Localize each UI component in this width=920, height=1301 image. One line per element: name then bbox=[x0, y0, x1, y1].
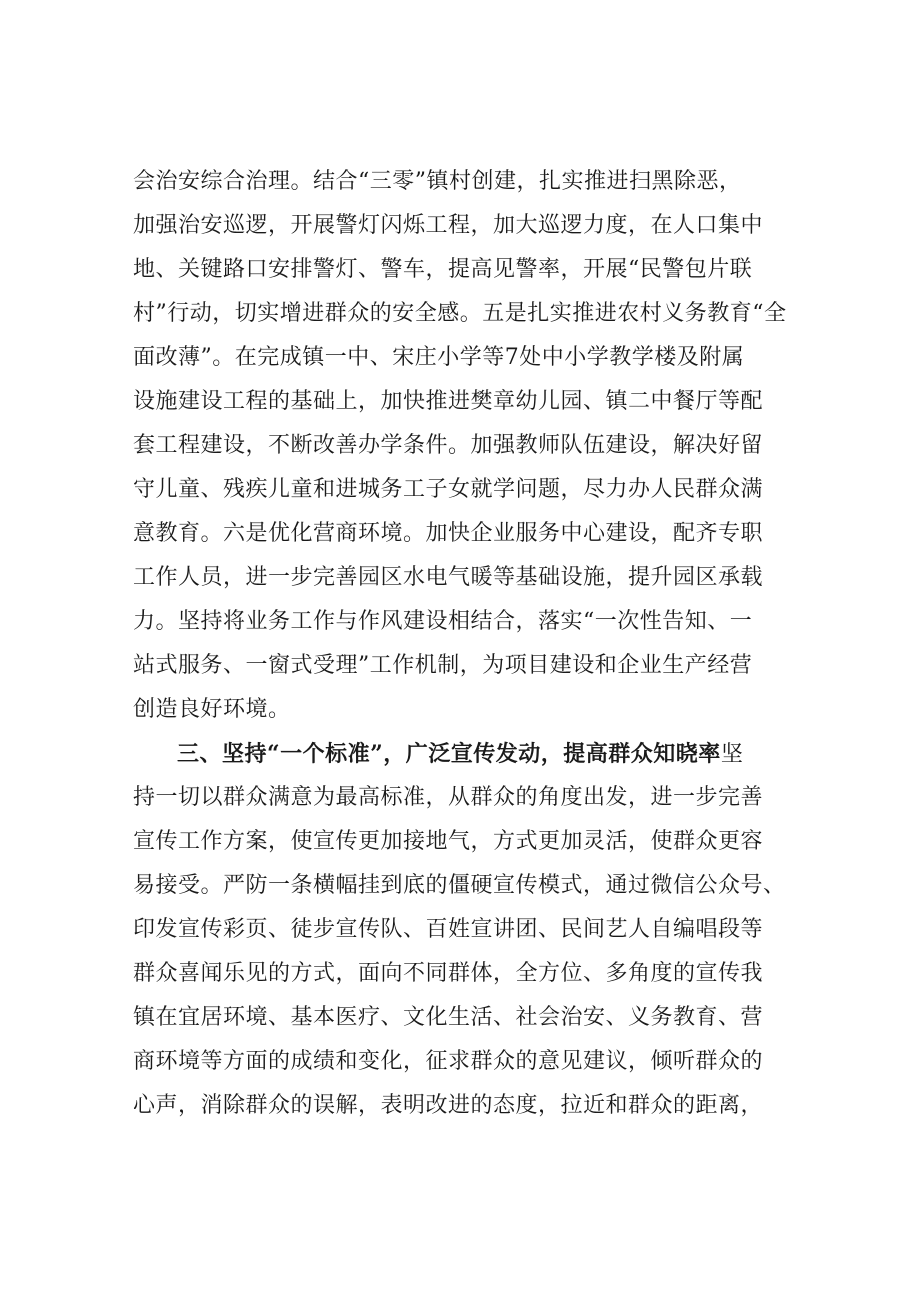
section-line: 心声，消除群众的误解，表明改进的态度，拉近和群众的距离， bbox=[133, 1093, 764, 1118]
section-heading: 三、坚持“一个标准”，广泛宣传发动，提高群众知晓率 bbox=[177, 741, 721, 767]
paragraph-line: 面改薄”。在完成镇一中、宋庄小学等7处中小学教学楼及附属 bbox=[133, 345, 745, 370]
paragraph-line: 设施建设工程的基础上，加快推进樊章幼儿园、镇二中餐厅等配 bbox=[133, 389, 764, 414]
paragraph-line: 工作人员，进一步完善园区水电气暖等基础设施，提升园区承载 bbox=[133, 565, 764, 590]
paragraph-line: 守儿童、残疾儿童和进城务工子女就学问题，尽力办人民群众满 bbox=[133, 477, 764, 502]
paragraph-line: 站式服务、一窗式受理”工作机制，为项目建设和企业生产经营 bbox=[133, 653, 753, 678]
paragraph-line: 加强治安巡逻，开展警灯闪烁工程，加大巡逻力度，在人口集中 bbox=[133, 213, 764, 238]
document-body bbox=[133, 160, 813, 1128]
paragraph-line: 地、关键路口安排警灯、警车，提高见警率，开展“民警包片联 bbox=[133, 257, 753, 282]
section-line: 持一切以群众满意为最高标准，从群众的角度出发，进一步完善 bbox=[133, 785, 764, 810]
section-heading-line bbox=[133, 732, 813, 776]
section-text-start: 坚 bbox=[720, 742, 744, 767]
section-line: 印发宣传彩页、徒步宣传队、百姓宣讲团、民间艺人自编唱段等 bbox=[133, 917, 764, 942]
paragraph-line: 会治安综合治理。结合“三零”镇村创建，扎实推进扫黑除恶， bbox=[133, 169, 742, 194]
section-line: 镇在宜居环境、基本医疗、文化生活、社会治安、义务教育、营 bbox=[133, 1005, 764, 1030]
paragraph-line: 创造良好环境。 bbox=[133, 697, 291, 722]
paragraph-line: 村”行动，切实增进群众的安全感。五是扎实推进农村义务教育“全 bbox=[133, 301, 787, 326]
paragraph-line: 套工程建设，不断改善办学条件。加强教师队伍建设，解决好留 bbox=[133, 433, 764, 458]
section-line: 群众喜闻乐见的方式，面向不同群体，全方位、多角度的宣传我 bbox=[133, 961, 764, 986]
paragraph-line: 意教育。六是优化营商环境。加快企业服务中心建设，配齐专职 bbox=[133, 521, 764, 546]
section-line: 商环境等方面的成绩和变化，征求群众的意见建议，倾听群众的 bbox=[133, 1049, 764, 1074]
section-line: 易接受。严防一条横幅挂到底的僵硬宣传模式，通过微信公众号、 bbox=[133, 873, 786, 898]
section-line: 宣传工作方案，使宣传更加接地气，方式更加灵活，使群众更容 bbox=[133, 829, 764, 854]
paragraph-line: 力。坚持将业务工作与作风建设相结合，落实“一次性告知、一 bbox=[133, 609, 753, 634]
